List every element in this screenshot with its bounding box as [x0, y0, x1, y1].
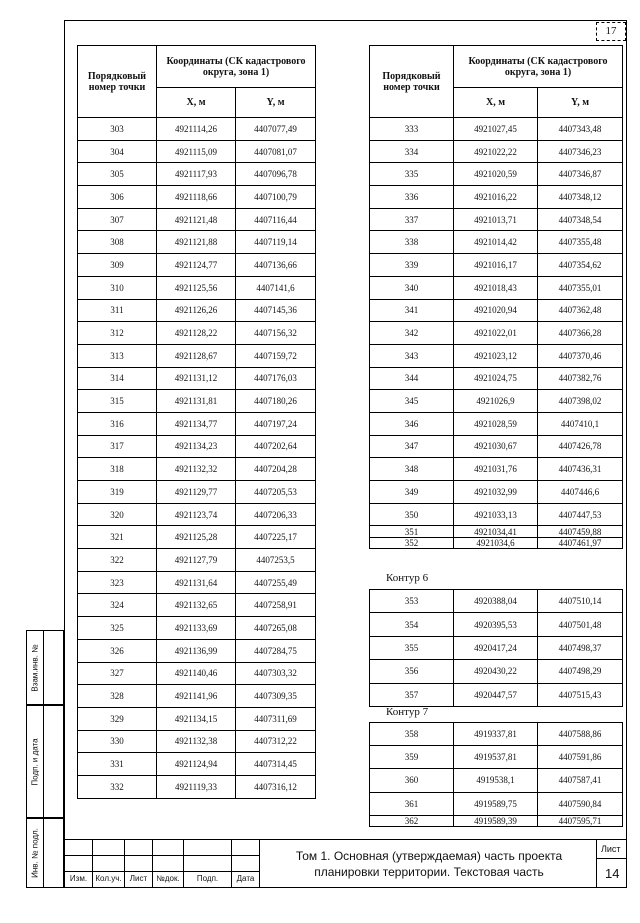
table-row	[370, 769, 623, 792]
y-coordinate-cell: 4407459,88	[538, 526, 623, 538]
contour-7-label: Контур 7	[386, 706, 429, 718]
x-coordinate-cell: 4921016,22	[454, 186, 538, 209]
x-coordinate-cell: 4920395,53	[454, 613, 538, 636]
table-row	[78, 617, 316, 640]
point-number-cell: 342	[370, 322, 454, 345]
contour-7-table	[369, 722, 623, 827]
header-y: Y, м	[236, 88, 316, 118]
point-number-cell: 348	[370, 458, 454, 481]
header-point-number: Порядковый номер точки	[78, 46, 157, 118]
x-coordinate-cell: 4921034,6	[454, 537, 538, 549]
x-coordinate-cell: 4921026,9	[454, 390, 538, 413]
vzam-label: Взам.инв. №	[30, 643, 40, 692]
y-coordinate-cell: 4407461,97	[538, 537, 623, 549]
point-number-cell: 322	[78, 549, 157, 572]
table-row	[370, 118, 623, 141]
table-row	[78, 662, 316, 685]
x-coordinate-cell: 4921136,99	[157, 639, 236, 662]
y-coordinate-cell: 4407314,45	[236, 753, 316, 776]
table-row	[370, 660, 623, 683]
table-row	[78, 458, 316, 481]
x-coordinate-cell: 4921132,38	[157, 730, 236, 753]
point-number-cell: 315	[78, 390, 157, 413]
point-number-cell: 319	[78, 481, 157, 504]
table-row	[370, 435, 623, 458]
point-number-cell: 314	[78, 367, 157, 390]
x-coordinate-cell: 4921123,74	[157, 503, 236, 526]
col-izm: Изм.	[69, 874, 88, 883]
y-coordinate-cell: 4407348,54	[538, 208, 623, 231]
point-number-cell: 339	[370, 254, 454, 277]
y-coordinate-cell: 4407204,28	[236, 458, 316, 481]
point-number-cell: 360	[370, 769, 454, 792]
point-number-cell: 338	[370, 231, 454, 254]
x-coordinate-cell: 4919537,81	[454, 746, 538, 769]
y-coordinate-cell: 4407202,64	[236, 435, 316, 458]
x-coordinate-cell: 4921121,88	[157, 231, 236, 254]
document-title: Том 1. Основная (утверждаемая) часть проекта планировки территории. Текстовая часть	[295, 849, 563, 879]
table-row	[370, 412, 623, 435]
table-row	[78, 208, 316, 231]
y-coordinate-cell: 4407498,37	[538, 636, 623, 659]
y-coordinate-cell: 4407355,48	[538, 231, 623, 254]
point-number-cell: 331	[78, 753, 157, 776]
x-coordinate-cell: 4921014,42	[454, 231, 538, 254]
point-number-cell: 310	[78, 276, 157, 299]
point-number-cell: 309	[78, 254, 157, 277]
title-block	[64, 839, 627, 888]
x-coordinate-cell: 4921020,59	[454, 163, 538, 186]
x-coordinate-cell: 4921131,12	[157, 367, 236, 390]
point-number-cell: 356	[370, 660, 454, 683]
x-coordinate-cell: 4921134,15	[157, 707, 236, 730]
point-number-cell: 330	[78, 730, 157, 753]
point-number-cell: 304	[78, 140, 157, 163]
y-coordinate-cell: 4407591,86	[538, 746, 623, 769]
y-coordinate-cell: 4407100,79	[236, 186, 316, 209]
sheet-label: Лист	[601, 844, 621, 854]
point-number-cell: 359	[370, 746, 454, 769]
y-coordinate-cell: 4407156,32	[236, 322, 316, 345]
point-number-cell: 327	[78, 662, 157, 685]
y-coordinate-cell: 4407447,53	[538, 503, 623, 526]
y-coordinate-cell: 4407398,02	[538, 390, 623, 413]
table-row	[78, 571, 316, 594]
x-coordinate-cell: 4921125,56	[157, 276, 236, 299]
point-number-cell: 361	[370, 792, 454, 815]
y-coordinate-cell: 4407081,07	[236, 140, 316, 163]
y-coordinate-cell: 4407284,75	[236, 639, 316, 662]
x-coordinate-cell: 4921141,96	[157, 685, 236, 708]
table-row	[370, 723, 623, 746]
point-number-cell: 341	[370, 299, 454, 322]
y-coordinate-cell: 4407312,22	[236, 730, 316, 753]
table-row	[370, 683, 623, 706]
point-number-cell: 325	[78, 617, 157, 640]
y-coordinate-cell: 4407316,12	[236, 775, 316, 798]
podp-label: Подп. и дата	[30, 737, 40, 786]
point-number-cell: 303	[78, 118, 157, 141]
y-coordinate-cell: 4407362,48	[538, 299, 623, 322]
point-number-cell: 329	[78, 707, 157, 730]
y-coordinate-cell: 4407426,78	[538, 435, 623, 458]
table-row	[78, 730, 316, 753]
x-coordinate-cell: 4921134,23	[157, 435, 236, 458]
table-row	[370, 367, 623, 390]
x-coordinate-cell: 4919337,81	[454, 723, 538, 746]
side-stamp-inv	[26, 818, 64, 888]
x-coordinate-cell: 4920447,57	[454, 683, 538, 706]
table-row	[370, 458, 623, 481]
point-number-cell: 317	[78, 435, 157, 458]
x-coordinate-cell: 4921131,81	[157, 390, 236, 413]
table-row	[78, 639, 316, 662]
coordinates-table-right	[369, 45, 623, 549]
y-coordinate-cell: 4407355,01	[538, 276, 623, 299]
inv-label: Инв. № подл.	[30, 828, 40, 878]
x-coordinate-cell: 4921133,69	[157, 617, 236, 640]
table-row	[78, 367, 316, 390]
table-row	[78, 299, 316, 322]
point-number-cell: 306	[78, 186, 157, 209]
y-coordinate-cell: 4407346,87	[538, 163, 623, 186]
point-number-cell: 333	[370, 118, 454, 141]
point-number-cell: 328	[78, 685, 157, 708]
y-coordinate-cell: 4407119,14	[236, 231, 316, 254]
table-row	[78, 118, 316, 141]
x-coordinate-cell: 4921126,26	[157, 299, 236, 322]
y-coordinate-cell: 4407253,5	[236, 549, 316, 572]
table-row	[78, 140, 316, 163]
y-coordinate-cell: 4407370,46	[538, 344, 623, 367]
y-coordinate-cell: 4407436,31	[538, 458, 623, 481]
table-row	[78, 231, 316, 254]
table-row	[78, 163, 316, 186]
point-number-cell: 318	[78, 458, 157, 481]
table-row	[370, 163, 623, 186]
table-row	[370, 481, 623, 504]
table-row	[78, 685, 316, 708]
table-row	[78, 549, 316, 572]
y-coordinate-cell: 4407501,48	[538, 613, 623, 636]
point-number-cell: 349	[370, 481, 454, 504]
point-number-cell: 354	[370, 613, 454, 636]
point-number-cell: 347	[370, 435, 454, 458]
point-number-cell: 337	[370, 208, 454, 231]
page-number: 17	[596, 22, 626, 41]
point-number-cell: 308	[78, 231, 157, 254]
y-coordinate-cell: 4407197,24	[236, 412, 316, 435]
table-row	[370, 390, 623, 413]
point-number-cell: 334	[370, 140, 454, 163]
header-coordinates: Координаты (СК кадастрового округа, зона 1)	[157, 46, 316, 88]
y-coordinate-cell: 4407141,6	[236, 276, 316, 299]
y-coordinate-cell: 4407116,44	[236, 208, 316, 231]
x-coordinate-cell: 4921117,93	[157, 163, 236, 186]
point-number-cell: 312	[78, 322, 157, 345]
col-ndok: №док.	[156, 874, 180, 883]
y-coordinate-cell: 4407255,49	[236, 571, 316, 594]
col-data: Дата	[236, 874, 255, 883]
x-coordinate-cell: 4921121,48	[157, 208, 236, 231]
y-coordinate-cell: 4407588,86	[538, 723, 623, 746]
x-coordinate-cell: 4921124,94	[157, 753, 236, 776]
table-row	[78, 186, 316, 209]
header-coordinates: Координаты (СК кадастрового округа, зона 1)	[454, 46, 623, 88]
table-row	[370, 208, 623, 231]
x-coordinate-cell: 4920417,24	[454, 636, 538, 659]
table-row	[370, 537, 623, 549]
table-row	[78, 435, 316, 458]
y-coordinate-cell: 4407205,53	[236, 481, 316, 504]
point-number-cell: 320	[78, 503, 157, 526]
point-number-cell: 346	[370, 412, 454, 435]
y-coordinate-cell: 4407096,78	[236, 163, 316, 186]
point-number-cell: 343	[370, 344, 454, 367]
y-coordinate-cell: 4407382,76	[538, 367, 623, 390]
y-coordinate-cell: 4407159,72	[236, 344, 316, 367]
x-coordinate-cell: 4919589,39	[454, 815, 538, 827]
table-row	[78, 481, 316, 504]
x-coordinate-cell: 4921023,12	[454, 344, 538, 367]
x-coordinate-cell: 4921131,64	[157, 571, 236, 594]
y-coordinate-cell: 4407510,14	[538, 590, 623, 613]
table-row	[370, 792, 623, 815]
table-row	[78, 412, 316, 435]
point-number-cell: 313	[78, 344, 157, 367]
table-row	[370, 299, 623, 322]
y-coordinate-cell: 4407258,91	[236, 594, 316, 617]
table-row	[78, 322, 316, 345]
x-coordinate-cell: 4920430,22	[454, 660, 538, 683]
x-coordinate-cell: 4921016,17	[454, 254, 538, 277]
x-coordinate-cell: 4921031,76	[454, 458, 538, 481]
table-row	[78, 753, 316, 776]
y-coordinate-cell: 4407265,08	[236, 617, 316, 640]
header-point-number: Порядковый номер точки	[370, 46, 454, 118]
table-row	[370, 815, 623, 827]
header-x: X, м	[157, 88, 236, 118]
y-coordinate-cell: 4407590,84	[538, 792, 623, 815]
y-coordinate-cell: 4407136,66	[236, 254, 316, 277]
x-coordinate-cell: 4921028,59	[454, 412, 538, 435]
point-number-cell: 307	[78, 208, 157, 231]
x-coordinate-cell: 4921024,75	[454, 367, 538, 390]
table-row	[78, 390, 316, 413]
table-row	[370, 636, 623, 659]
table-row	[370, 322, 623, 345]
point-number-cell: 311	[78, 299, 157, 322]
x-coordinate-cell: 4921030,67	[454, 435, 538, 458]
point-number-cell: 340	[370, 276, 454, 299]
point-number-cell: 332	[78, 775, 157, 798]
table-row	[370, 590, 623, 613]
sheet-number: 14	[605, 866, 620, 881]
coordinates-table-left	[77, 45, 316, 799]
point-number-cell: 305	[78, 163, 157, 186]
table-row	[78, 276, 316, 299]
point-number-cell: 336	[370, 186, 454, 209]
x-coordinate-cell: 4921032,99	[454, 481, 538, 504]
point-number-cell: 345	[370, 390, 454, 413]
point-number-cell: 355	[370, 636, 454, 659]
x-coordinate-cell: 4921020,94	[454, 299, 538, 322]
point-number-cell: 362	[370, 815, 454, 827]
point-number-cell: 321	[78, 526, 157, 549]
table-row	[370, 254, 623, 277]
x-coordinate-cell: 4921124,77	[157, 254, 236, 277]
x-coordinate-cell: 4921013,71	[454, 208, 538, 231]
x-coordinate-cell: 4921033,13	[454, 503, 538, 526]
x-coordinate-cell: 4921118,66	[157, 186, 236, 209]
x-coordinate-cell: 4921018,43	[454, 276, 538, 299]
table-row	[78, 254, 316, 277]
y-coordinate-cell: 4407366,28	[538, 322, 623, 345]
x-coordinate-cell: 4921114,26	[157, 118, 236, 141]
y-coordinate-cell: 4407346,23	[538, 140, 623, 163]
table-row	[78, 526, 316, 549]
point-number-cell: 357	[370, 683, 454, 706]
x-coordinate-cell: 4921132,65	[157, 594, 236, 617]
y-coordinate-cell: 4407410,1	[538, 412, 623, 435]
col-list: Лист	[129, 874, 148, 883]
y-coordinate-cell: 4407180,26	[236, 390, 316, 413]
y-coordinate-cell: 4407225,17	[236, 526, 316, 549]
table-row	[370, 613, 623, 636]
point-number-cell: 335	[370, 163, 454, 186]
point-number-cell: 351	[370, 526, 454, 538]
x-coordinate-cell: 4919538,1	[454, 769, 538, 792]
point-number-cell: 323	[78, 571, 157, 594]
point-number-cell: 316	[78, 412, 157, 435]
table-row	[78, 775, 316, 798]
table-row	[78, 594, 316, 617]
y-coordinate-cell: 4407515,43	[538, 683, 623, 706]
x-coordinate-cell: 4921022,22	[454, 140, 538, 163]
y-coordinate-cell: 4407446,6	[538, 481, 623, 504]
table-row	[370, 503, 623, 526]
x-coordinate-cell: 4921132,32	[157, 458, 236, 481]
y-coordinate-cell: 4407145,36	[236, 299, 316, 322]
y-coordinate-cell: 4407348,12	[538, 186, 623, 209]
x-coordinate-cell: 4921140,46	[157, 662, 236, 685]
y-coordinate-cell: 4407498,29	[538, 660, 623, 683]
y-coordinate-cell: 4407595,71	[538, 815, 623, 827]
contour-6-label: Контур 6	[386, 572, 429, 584]
x-coordinate-cell: 4921027,45	[454, 118, 538, 141]
point-number-cell: 326	[78, 639, 157, 662]
x-coordinate-cell: 4919589,75	[454, 792, 538, 815]
x-coordinate-cell: 4921115,09	[157, 140, 236, 163]
y-coordinate-cell: 4407311,69	[236, 707, 316, 730]
point-number-cell: 344	[370, 367, 454, 390]
x-coordinate-cell: 4920388,04	[454, 590, 538, 613]
table-row	[370, 526, 623, 538]
x-coordinate-cell: 4921034,41	[454, 526, 538, 538]
header-x: X, м	[454, 88, 538, 118]
x-coordinate-cell: 4921022,01	[454, 322, 538, 345]
x-coordinate-cell: 4921129,77	[157, 481, 236, 504]
table-row	[370, 276, 623, 299]
table-row	[78, 344, 316, 367]
y-coordinate-cell: 4407077,49	[236, 118, 316, 141]
col-podp: Подп.	[196, 874, 219, 883]
point-number-cell: 358	[370, 723, 454, 746]
y-coordinate-cell: 4407309,35	[236, 685, 316, 708]
point-number-cell: 352	[370, 537, 454, 549]
table-row	[370, 140, 623, 163]
contour-6-table	[369, 589, 623, 707]
table-row	[78, 503, 316, 526]
y-coordinate-cell: 4407206,33	[236, 503, 316, 526]
col-kol-uch: Кол.уч.	[95, 874, 122, 883]
y-coordinate-cell: 4407176,03	[236, 367, 316, 390]
table-row	[370, 746, 623, 769]
table-row	[78, 707, 316, 730]
x-coordinate-cell: 4921128,67	[157, 344, 236, 367]
y-coordinate-cell: 4407587,41	[538, 769, 623, 792]
y-coordinate-cell: 4407354,62	[538, 254, 623, 277]
y-coordinate-cell: 4407303,32	[236, 662, 316, 685]
x-coordinate-cell: 4921127,79	[157, 549, 236, 572]
x-coordinate-cell: 4921128,22	[157, 322, 236, 345]
point-number-cell: 353	[370, 590, 454, 613]
point-number-cell: 350	[370, 503, 454, 526]
table-row	[370, 344, 623, 367]
y-coordinate-cell: 4407343,48	[538, 118, 623, 141]
x-coordinate-cell: 4921134,77	[157, 412, 236, 435]
header-y: Y, м	[538, 88, 623, 118]
x-coordinate-cell: 4921119,33	[157, 775, 236, 798]
point-number-cell: 324	[78, 594, 157, 617]
table-row	[370, 186, 623, 209]
table-row	[370, 231, 623, 254]
x-coordinate-cell: 4921125,28	[157, 526, 236, 549]
